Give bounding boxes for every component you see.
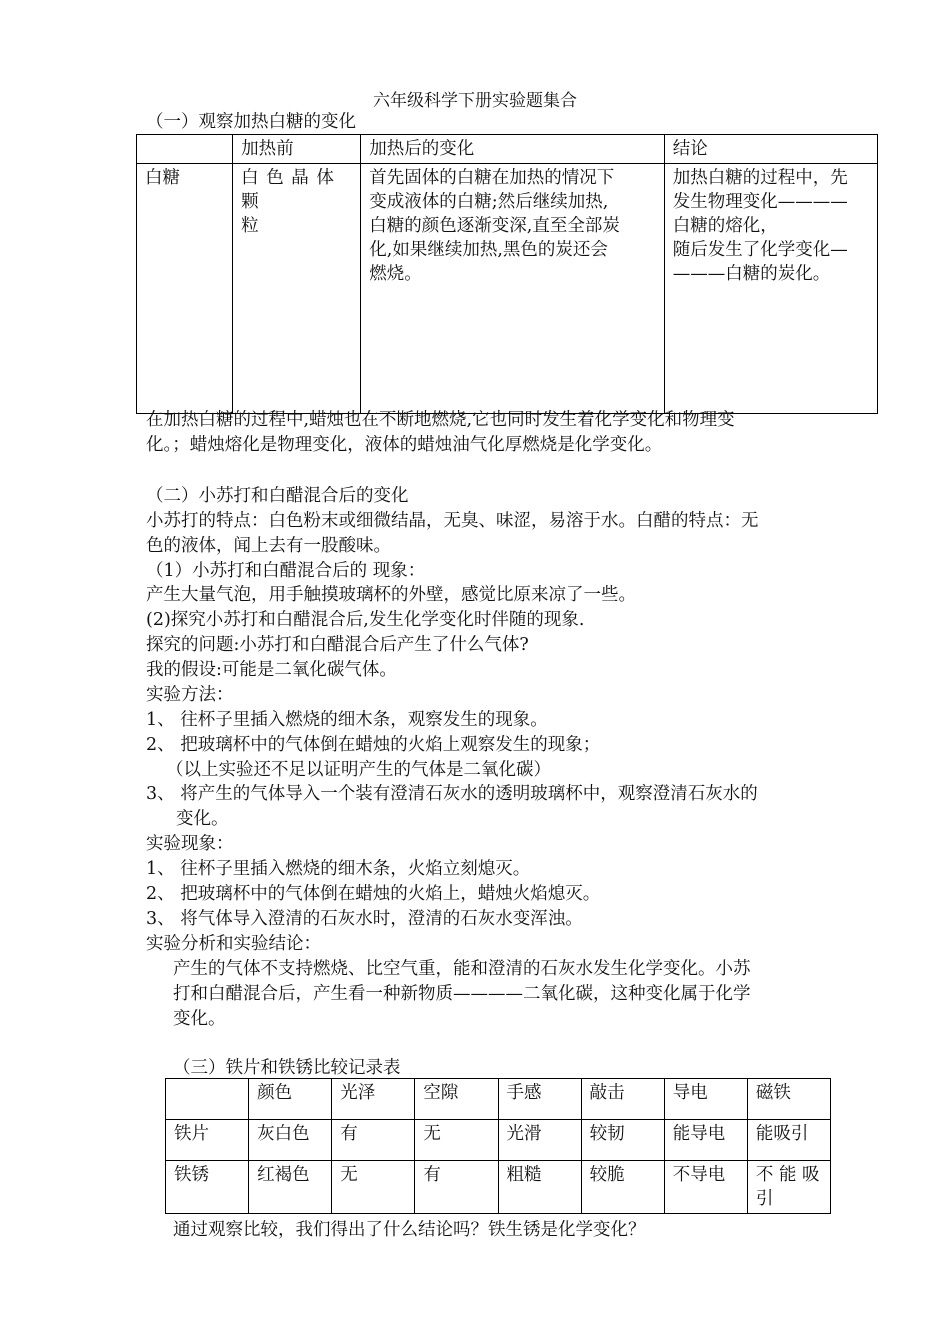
text-line: 2、 把玻璃杯中的气体倒在蜡烛的火焰上观察发生的现象； bbox=[146, 735, 601, 755]
text-line: (2)探究小苏打和白醋混合后,发生化学变化时伴随的现象. bbox=[146, 610, 585, 630]
header-cell: 导电 bbox=[664, 1079, 747, 1120]
text-line: 实验方法： bbox=[146, 685, 234, 705]
text-line: 产生大量气泡，用手触摸玻璃杯的外壁，感觉比原来凉了一些。 bbox=[146, 585, 636, 605]
cell-line: 粒 bbox=[241, 216, 259, 236]
header-cell: 敲击 bbox=[581, 1079, 664, 1120]
section1-heading: （一）观察加热白糖的变化 bbox=[146, 112, 356, 132]
text-line: 3、 将气体导入澄清的石灰水时，澄清的石灰水变浑浊。 bbox=[146, 909, 583, 929]
text-line: 1、 往杯子里插入燃烧的细木条，火焰立刻熄灭。 bbox=[146, 859, 531, 879]
table-cell: 铁片 bbox=[166, 1120, 249, 1161]
cell-line: ———白糖的炭化。 bbox=[672, 264, 831, 284]
section2-heading: （二）小苏打和白醋混合后的变化 bbox=[146, 486, 409, 506]
header-cell: 空隙 bbox=[415, 1079, 498, 1120]
cell-line: 随后发生了化学变化— bbox=[672, 240, 848, 260]
conclusion-cell bbox=[664, 164, 877, 414]
text-line: 变化。 bbox=[176, 809, 229, 829]
table-cell: 铁锈 bbox=[166, 1161, 249, 1214]
text-line: 2、 把玻璃杯中的气体倒在蜡烛的火焰上，蜡烛火焰熄灭。 bbox=[146, 884, 601, 904]
header-cell: 磁铁 bbox=[747, 1079, 830, 1120]
text-line: （1）小苏打和白醋混合后的 现象： bbox=[146, 561, 426, 581]
table-cell: 有 bbox=[415, 1161, 498, 1214]
section3-question: 通过观察比较，我们得出了什么结论吗？铁生锈是化学变化？ bbox=[173, 1220, 646, 1240]
before-cell bbox=[233, 164, 361, 414]
table-row bbox=[137, 164, 878, 414]
iron-comparison-table bbox=[165, 1078, 831, 1214]
table-cell: 较韧 bbox=[581, 1120, 664, 1161]
text-line: 3、 将产生的气体导入一个装有澄清石灰水的透明玻璃杯中，观察澄清石灰水的 bbox=[146, 784, 758, 804]
cell-line: 加热白糖的过程中，先 bbox=[672, 168, 848, 188]
header-cell: 光泽 bbox=[332, 1079, 415, 1120]
header-cell: 手感 bbox=[498, 1079, 581, 1120]
table-header-row bbox=[166, 1079, 831, 1120]
table-cell: 灰白色 bbox=[249, 1120, 332, 1161]
text-line: 变化。 bbox=[173, 1009, 226, 1029]
cell-line: 化,如果继续加热,黑色的炭还会 bbox=[369, 240, 608, 260]
header-cell: 加热后的变化 bbox=[361, 135, 664, 164]
table-cell: 较脆 bbox=[581, 1161, 664, 1214]
table-header-row bbox=[137, 135, 878, 164]
cell-line: 不 能 吸 bbox=[755, 1165, 820, 1185]
sugar-table bbox=[136, 134, 878, 414]
cell-line: 燃烧。 bbox=[369, 264, 422, 284]
cell-line: 白糖的熔化， bbox=[672, 216, 778, 236]
table-cell: 有 bbox=[332, 1120, 415, 1161]
header-cell: 颜色 bbox=[249, 1079, 332, 1120]
table-cell: 红褐色 bbox=[249, 1161, 332, 1214]
header-cell: 加热前 bbox=[233, 135, 361, 164]
section1-note-line: 在加热白糖的过程中,蜡烛也在不断地燃烧,它也同时发生着化学变化和物理变 bbox=[146, 410, 735, 430]
header-cell: 结论 bbox=[664, 135, 877, 164]
text-line: 1、 往杯子里插入燃烧的细木条，观察发生的现象。 bbox=[146, 710, 548, 730]
table-cell: 能导电 bbox=[664, 1120, 747, 1161]
cell-line: 变成液体的白糖;然后继续加热, bbox=[369, 192, 609, 212]
table-cell: 粗糙 bbox=[498, 1161, 581, 1214]
text-line: 实验现象： bbox=[146, 834, 234, 854]
after-cell bbox=[361, 164, 664, 414]
cell-line: 引 bbox=[755, 1189, 774, 1209]
header-cell bbox=[137, 135, 233, 164]
text-line: 实验分析和实验结论： bbox=[146, 934, 321, 954]
text-line: 小苏打的特点：白色粉末或细微结晶，无臭、味涩，易溶于水。白醋的特点：无 bbox=[146, 511, 759, 531]
table-cell-magnet bbox=[747, 1161, 830, 1214]
text-line: 我的假设:可能是二氧化碳气体。 bbox=[146, 660, 397, 680]
page-title: 六年级科学下册实验题集合 bbox=[373, 91, 577, 111]
table-row bbox=[166, 1120, 831, 1161]
table-cell: 光滑 bbox=[498, 1120, 581, 1161]
text-line: （以上实验还不足以证明产生的气体是二氧化碳） bbox=[166, 760, 551, 780]
table-cell: 不导电 bbox=[664, 1161, 747, 1214]
cell-line: 白糖的颜色逐渐变深,直至全部炭 bbox=[369, 216, 620, 236]
table-cell: 能吸引 bbox=[747, 1120, 830, 1161]
cell-line: 首先固体的白糖在加热的情况下 bbox=[369, 168, 615, 188]
text-line: 探究的问题:小苏打和白醋混合后产生了什么气体? bbox=[146, 635, 529, 655]
table-row bbox=[166, 1161, 831, 1214]
cell-line: 白 色 晶 体 颗 bbox=[241, 168, 335, 212]
section1-note-line: 化。；蜡烛熔化是物理变化，液体的蜡烛油气化厚燃烧是化学变化。 bbox=[146, 435, 663, 455]
text-line: 色的液体，闻上去有一股酸味。 bbox=[146, 536, 391, 556]
row-label: 白糖 bbox=[137, 164, 233, 414]
header-cell bbox=[166, 1079, 249, 1120]
table-cell: 无 bbox=[415, 1120, 498, 1161]
table-cell: 无 bbox=[332, 1161, 415, 1214]
text-line: 产生的气体不支持燃烧、比空气重，能和澄清的石灰水发生化学变化。小苏 bbox=[173, 959, 751, 979]
section3-heading: （三）铁片和铁锈比较记录表 bbox=[173, 1058, 401, 1078]
text-line: 打和白醋混合后，产生看一种新物质————二氧化碳，这种变化属于化学 bbox=[173, 984, 751, 1004]
cell-line: 发生物理变化———— bbox=[672, 192, 848, 212]
